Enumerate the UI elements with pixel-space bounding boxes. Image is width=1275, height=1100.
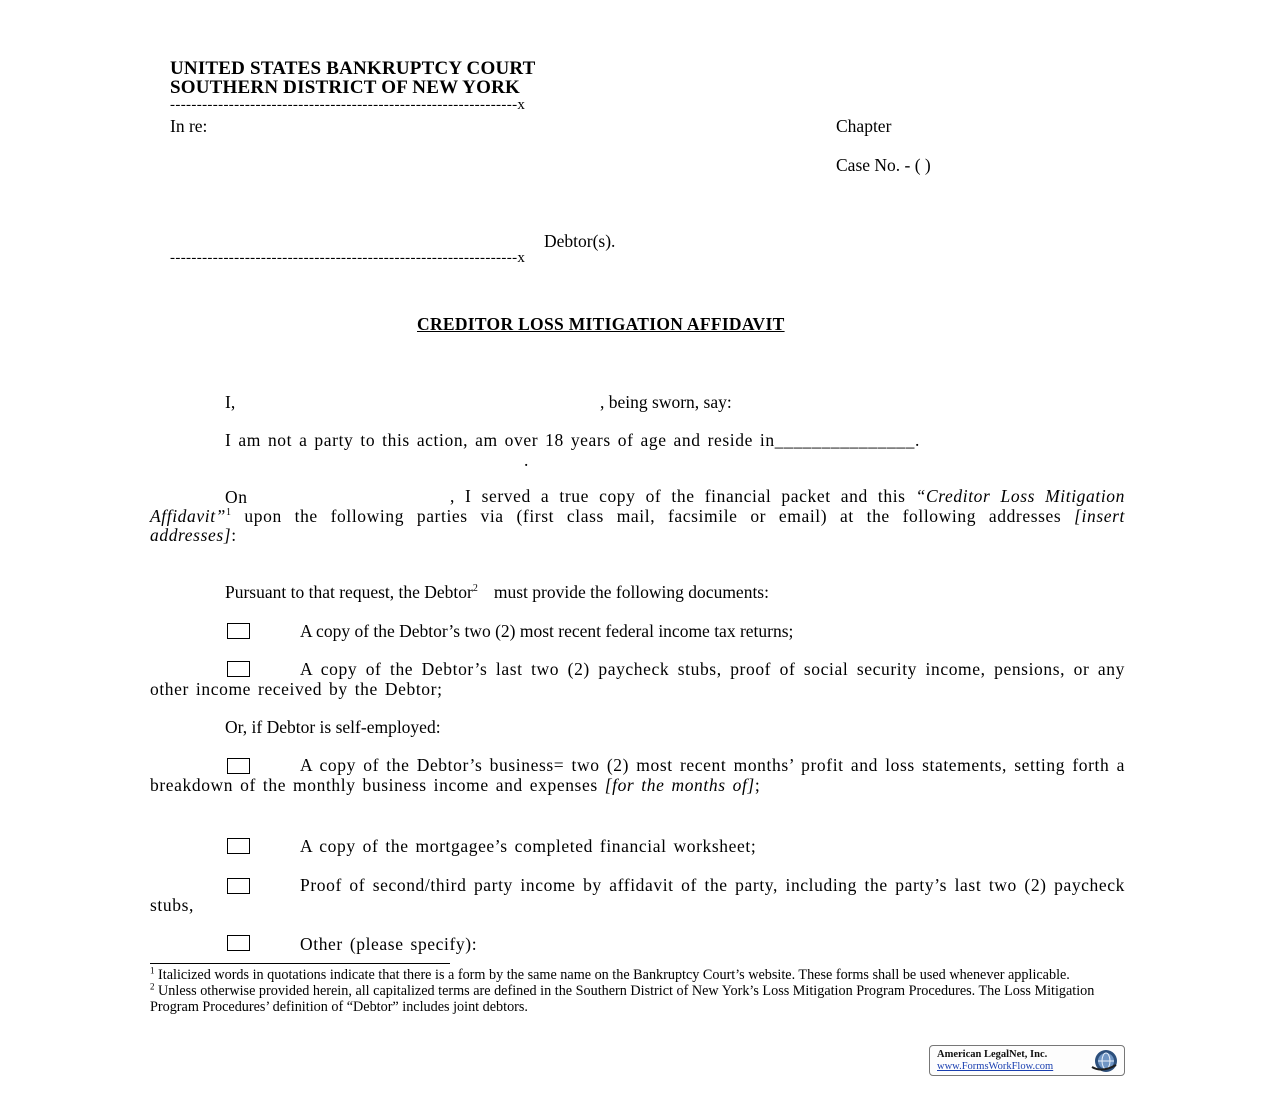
other-checkbox[interactable] xyxy=(227,935,250,951)
tax-returns-checkbox[interactable] xyxy=(227,623,250,639)
caption-divider-bottom: -----------------------------------------------------------------x xyxy=(170,250,526,266)
self-employed-heading: Or, if Debtor is self-employed: xyxy=(225,717,441,737)
financial-worksheet-checkbox[interactable] xyxy=(227,838,250,854)
caption-divider-top: -----------------------------------------------------------------x xyxy=(170,97,526,113)
globe-icon xyxy=(1088,1047,1120,1075)
residence-continuation: . xyxy=(524,450,529,470)
document-title: CREDITOR LOSS MITIGATION AFFIDAVIT xyxy=(417,314,785,334)
insert-addresses-placeholder: [insert addresses] xyxy=(150,505,1125,545)
footnote-2-text: Unless otherwise provided herein, all capitalized terms are defined in the Southern District of New York’s Loss Mitigation Program Procedures. The Loss Mitigation Program Procedures’ definition of “Debtor” includes joint debtors. xyxy=(150,983,1095,1015)
publisher-link[interactable]: www.FormsWorkFlow.com xyxy=(937,1061,1054,1072)
footnote-2 xyxy=(150,983,1110,1015)
footnote-1-mark: 1 xyxy=(150,965,155,976)
paycheck-stubs-item: A copy of the Debtor’s last two (2) paycheck stubs, proof of social security income, pensions, or any other income received by the Debtor; xyxy=(150,659,1125,699)
debtors-label: Debtor(s). xyxy=(544,231,616,251)
publisher-logo[interactable] xyxy=(929,1045,1125,1076)
other-item: Other (please specify): xyxy=(300,934,478,954)
pursuant-statement xyxy=(225,582,769,603)
months-placeholder: [for the months of] xyxy=(604,774,755,795)
business-statements-end: ; xyxy=(754,774,761,795)
footnote-ref-2: 2 xyxy=(472,583,478,595)
court-district: SOUTHERN DISTRICT OF NEW YORK xyxy=(170,77,520,98)
in-re-label: In re: xyxy=(170,116,208,136)
footnote-separator xyxy=(150,963,450,964)
case-number-label: Case No. - ( ) xyxy=(836,155,931,175)
third-party-income-item: Proof of second/third party income by affidavit of the party, including the party’s last two (2) paycheck stubs, xyxy=(150,875,1125,915)
service-text-2: upon the following parties via (first class mail, facsimile or email) at the following addresses xyxy=(231,505,1075,526)
tax-returns-item: A copy of the Debtor’s two (2) most recent federal income tax returns; xyxy=(300,621,794,641)
business-statements-item xyxy=(150,756,1125,795)
court-name: UNITED STATES BANKRUPTCY COURT xyxy=(170,58,536,79)
footnote-1 xyxy=(150,967,1110,983)
financial-worksheet-item: A copy of the mortgagee’s completed financial worksheet; xyxy=(300,836,757,856)
affiant-intro: I, xyxy=(225,392,236,412)
residence-statement: I am not a party to this action, am over 18 years of age and reside in_______________. xyxy=(225,430,920,450)
service-text-1: , I served a true copy of the financial packet and this xyxy=(450,486,916,506)
service-date-label: On xyxy=(225,487,248,507)
pursuant-text-2: must provide the following documents: xyxy=(493,582,769,602)
footnote-ref-1: 1 xyxy=(226,506,232,518)
footnote-1-text: Italicized words in quotations indicate that there is a form by the same name on the Bankruptcy Court’s website. These forms shall be used whenever applicable. xyxy=(154,967,1070,983)
business-statements-text: A copy of the Debtor’s business= two (2) most recent months’ profit and loss statements, setting forth a breakdown of the monthly business income and expenses xyxy=(150,755,1125,795)
footnotes xyxy=(150,967,1110,1015)
chapter-label: Chapter xyxy=(836,116,892,136)
footnote-2-mark: 2 xyxy=(150,981,155,992)
pursuant-text-1: Pursuant to that request, the Debtor xyxy=(225,582,473,602)
affidavit-form-title: “Creditor Loss Mitigation Affidavit” xyxy=(150,486,1125,526)
being-sworn-text: , being sworn, say: xyxy=(600,392,732,412)
publisher-name: American LegalNet, Inc. xyxy=(937,1049,1048,1060)
service-text-end: : xyxy=(231,525,237,545)
service-paragraph xyxy=(150,487,1125,546)
